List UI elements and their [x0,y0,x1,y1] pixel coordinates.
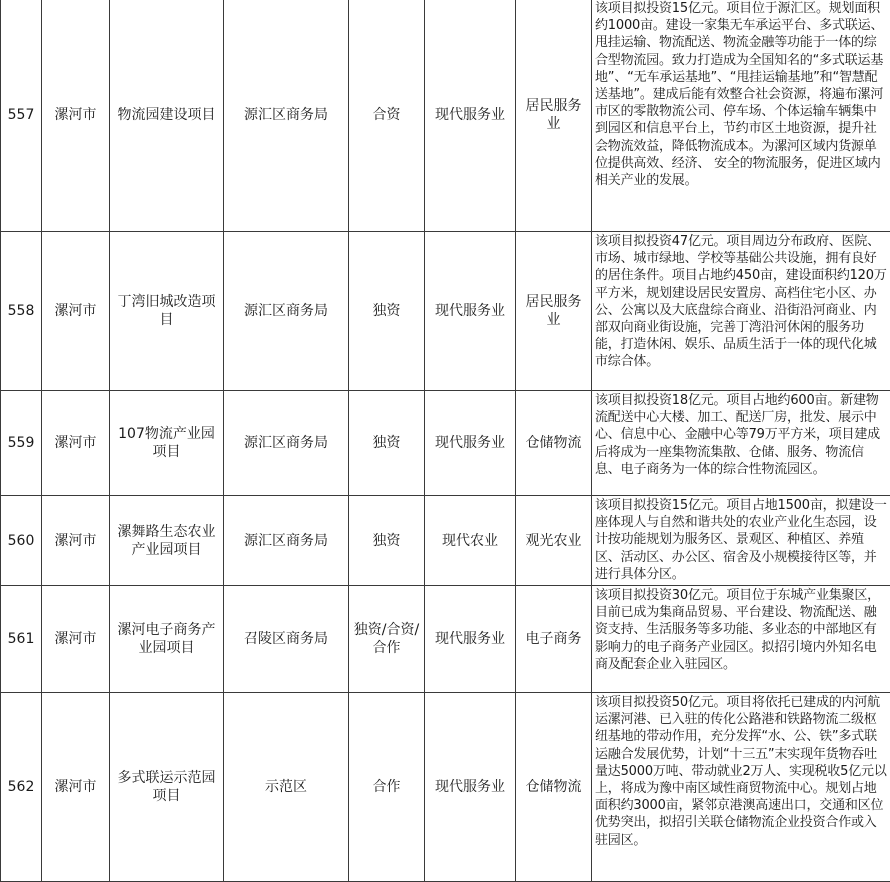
row-number: 561 [1,586,42,693]
category-cell: 电子商务 [516,586,592,693]
table-row [1,586,890,693]
city-cell: 漯河市 [42,0,110,232]
description-cell: 该项目拟投资30亿元。项目位于东城产业集聚区，目前已成为集商品贸易、平台建设、物流配送、融资支持、生活服务等多功能、多业态的中部地区有影响力的电子商务产业园区。拟招引境内外知名电商及配套企业入驻园区。 [592,586,890,693]
description-cell: 该项目拟投资15亿元。项目占地1500亩，拟建设一座体现人与自然和谐共处的农业产业化生态园，设计按功能规划为服务区、景观区、种植区、养殖区、活动区、办公区、宿舍及小规模接待区等，并进行具体分区。 [592,496,890,586]
cooperation-mode-cell: 合资 [349,0,425,232]
project-name-cell: 物流园建设项目 [110,0,224,232]
table-row [1,496,890,586]
industry-cell: 现代服务业 [425,586,516,693]
category-cell: 居民服务业 [516,0,592,232]
table-row [1,0,890,232]
row-number: 562 [1,693,42,882]
industry-cell: 现代服务业 [425,391,516,496]
cooperation-mode-cell: 独资 [349,232,425,391]
industry-cell: 现代服务业 [425,693,516,882]
city-cell: 漯河市 [42,496,110,586]
table-row [1,693,890,882]
category-cell: 观光农业 [516,496,592,586]
row-number: 560 [1,496,42,586]
cooperation-mode-cell: 独资 [349,496,425,586]
category-cell: 仓储物流 [516,693,592,882]
city-cell: 漯河市 [42,693,110,882]
table-row [1,232,890,391]
city-cell: 漯河市 [42,586,110,693]
responsible-unit-cell: 源汇区商务局 [224,496,349,586]
category-cell: 仓储物流 [516,391,592,496]
category-cell: 居民服务业 [516,232,592,391]
industry-cell: 现代服务业 [425,0,516,232]
cooperation-mode-cell: 独资 [349,391,425,496]
project-name-cell: 漯河电子商务产业园项目 [110,586,224,693]
row-number: 559 [1,391,42,496]
project-name-cell: 多式联运示范园项目 [110,693,224,882]
responsible-unit-cell: 源汇区商务局 [224,391,349,496]
cooperation-mode-cell: 独资/合资/合作 [349,586,425,693]
city-cell: 漯河市 [42,391,110,496]
row-number: 557 [1,0,42,232]
responsible-unit-cell: 源汇区商务局 [224,0,349,232]
responsible-unit-cell: 示范区 [224,693,349,882]
description-cell: 该项目拟投资47亿元。项目周边分布政府、医院、市场、城市绿地、学校等基础公共设施，拥有良好的居住条件。项目占地约450亩，建设面积约120万平方米，规划建设居民安置房、高档住宅小区、办公、公寓以及大底盘综合商业、沿街沿河商业、内部双向商业街设施，完善丁湾沿河休闲的服务功能，打造休闲、娱乐、品质生活于一体的现代化城市综合体。 [592,232,890,391]
description-cell: 该项目拟投资50亿元。项目将依托已建成的内河航运漯河港、已入驻的传化公路港和铁路物流二级枢纽基地的带动作用，充分发挥“水、公、铁”多式联运融合发展优势，计划“十三五”末实现年货物吞吐量达5000万吨、带动就业2万人、实现税收5亿元以上，将成为豫中南区域性商贸物流中心。规划占地面积约3000亩，紧邻京港澳高速出口，交通和区位优势突出，拟招引关联仓储物流企业投资合作或入驻园区。 [592,693,890,882]
description-cell: 该项目拟投资15亿元。项目位于源汇区。规划面积约1000亩。建设一家集无车承运平台、多式联运、甩挂运输、物流配送、物流金融等功能于一体的综合型物流园。致力打造成为全国知名的“多式联运基地”、“无车承运基地”、“甩挂运输基地”和“智慧配送基地”。建成后能有效整合社会资源，将遍布漯河市区的零散物流公司、停车场、个体运输车辆集中到园区和信息平台上，节约市区土地资源，提升社会物流效益，降低物流成本。为漯河区域内货源单位提供高效、经济、 安全的物流服务，促进区域内相关产业的发展。 [592,0,890,232]
responsible-unit-cell: 源汇区商务局 [224,232,349,391]
project-name-cell: 漯舞路生态农业产业园项目 [110,496,224,586]
table-row [1,391,890,496]
description-cell: 该项目拟投资18亿元。项目占地约600亩。新建物流配送中心大楼、加工、配送厂房，批发、展示中心、信息中心、金融中心等79万平方米，项目建成后将成为一座集物流集散、仓储、服务、物流信息、电子商务为一体的综合性物流园区。 [592,391,890,496]
responsible-unit-cell: 召陵区商务局 [224,586,349,693]
project-name-cell: 丁湾旧城改造项目 [110,232,224,391]
industry-cell: 现代农业 [425,496,516,586]
row-number: 558 [1,232,42,391]
cooperation-mode-cell: 合作 [349,693,425,882]
industry-cell: 现代服务业 [425,232,516,391]
city-cell: 漯河市 [42,232,110,391]
project-name-cell: 107物流产业园项目 [110,391,224,496]
